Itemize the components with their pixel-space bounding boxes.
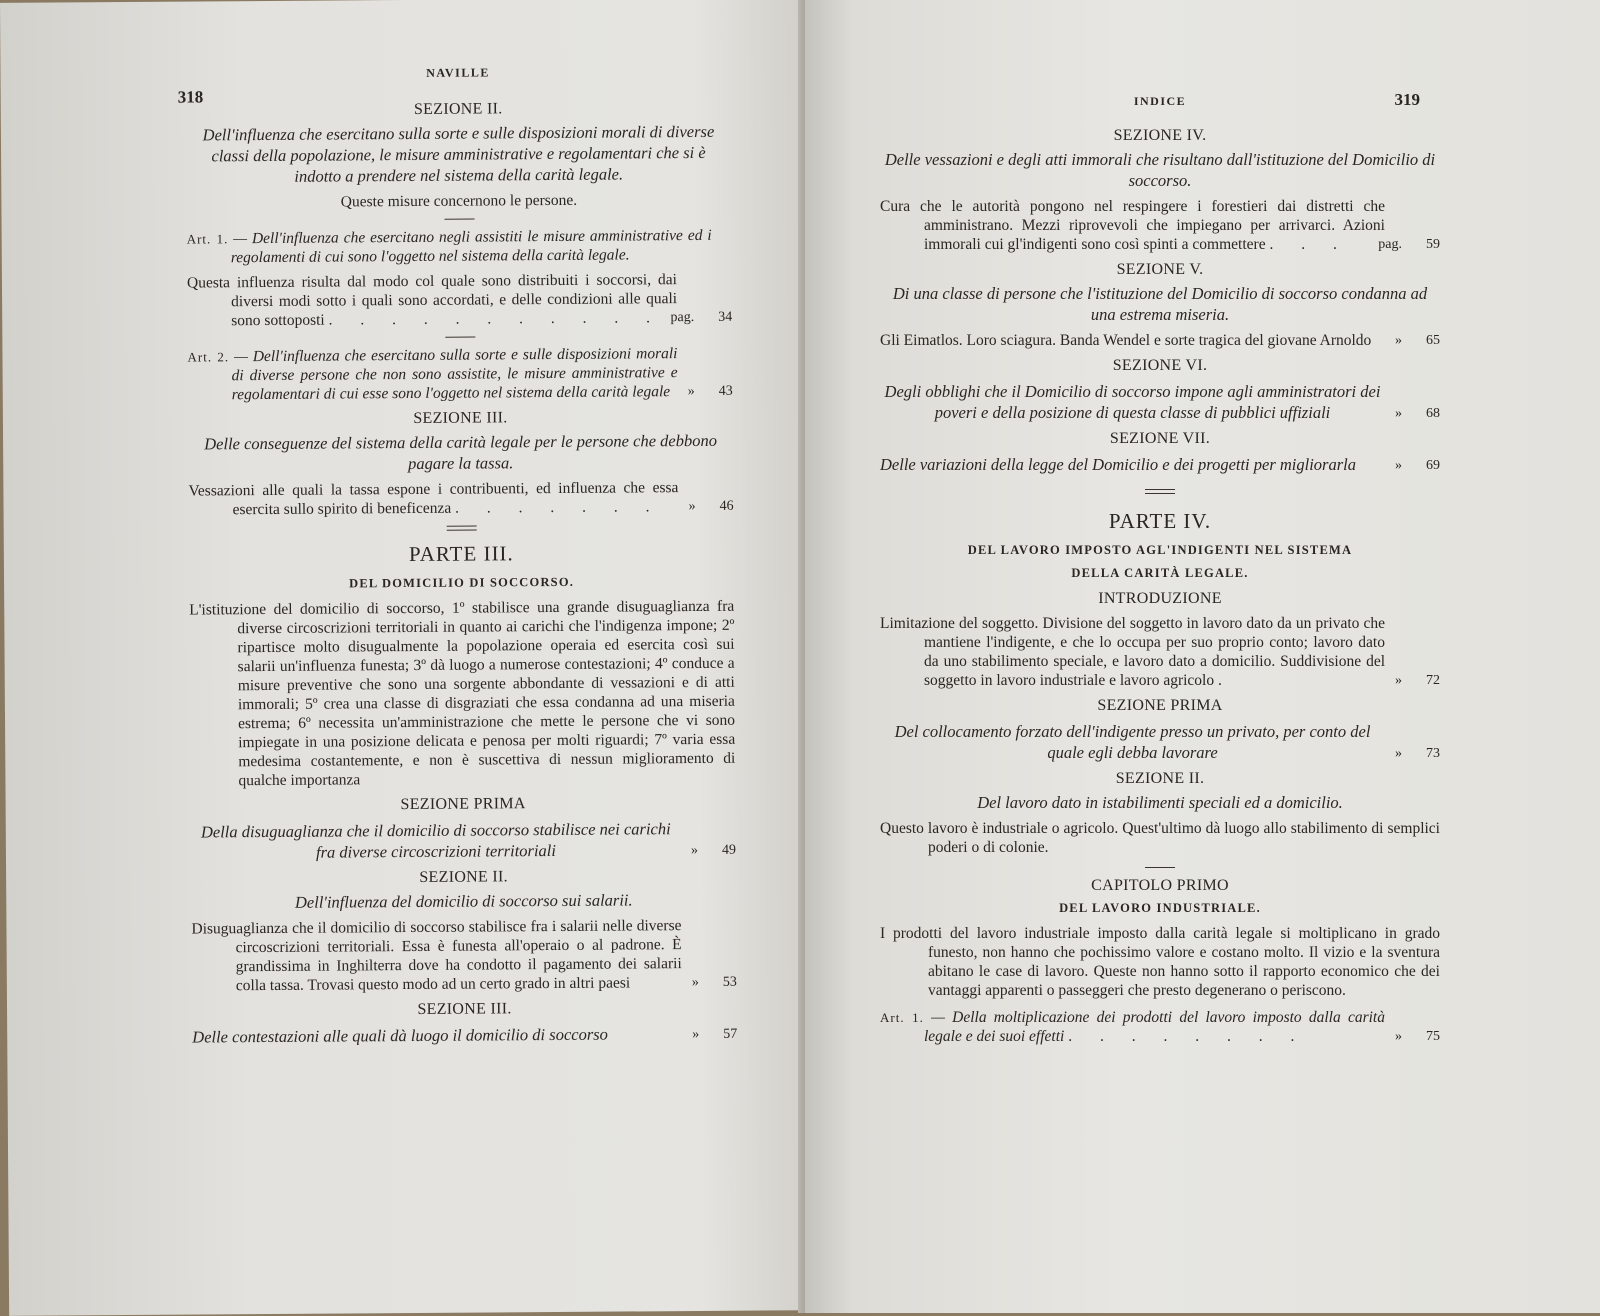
section-heading: SEZIONE III. bbox=[413, 409, 508, 427]
article-title: — Dell'influenza che esercitano negli assistiti le misure amministrative ed i regolamenti di cui sono l'oggetto nel sistema della carità legale. bbox=[230, 226, 712, 267]
divider bbox=[445, 337, 475, 338]
section-heading: SEZIONE II. bbox=[1115, 770, 1205, 787]
section-heading: SEZIONE VI. bbox=[1112, 357, 1208, 374]
section-heading: SEZIONE II. bbox=[419, 868, 508, 886]
part-subtitle: DEL LAVORO IMPOSTO AGL'INDIGENTI NEL SISTEMA bbox=[967, 543, 1353, 557]
section-heading: SEZIONE VII. bbox=[1109, 430, 1211, 447]
entry-text: Limitazione del soggetto. Divisione del soggetto in lavoro dato da un privato che mantiene l'indigente, e che lo occupa per suo proprio conto; lavoro dato da uno stabilimento speciale, e lavoro dato a domicilio. Suddivisione del soggetto in lavoro industriale e lavoro agricolo bbox=[880, 615, 1385, 689]
entry-ref: » bbox=[1395, 458, 1402, 473]
entry-ref: » bbox=[690, 842, 698, 859]
right-page-content bbox=[880, 90, 1440, 1052]
right-header bbox=[880, 90, 1440, 120]
toc-entry-sez2b bbox=[191, 916, 737, 996]
section-heading: SEZIONE III. bbox=[417, 1000, 512, 1018]
entry-ref: » bbox=[1395, 406, 1402, 421]
chapter-subtitle: DEL LAVORO INDUSTRIALE. bbox=[1059, 901, 1261, 915]
entry-text: Cura che le autorità pongono nel respingere i forestieri dai distretti che amministrano. Mezzi riprovevoli che impiegano per arrivarci. Azioni immorali cui gl'indigenti sono così spinti a commettere bbox=[880, 198, 1385, 253]
entry-page: 75 bbox=[1426, 1029, 1440, 1044]
entry-ref: pag. bbox=[670, 310, 695, 326]
toc-entry-art1-body: Questa influenza risulta dal modo col quale sono distribuiti i soccorsi, dai diversi modi sotto i quali sono accordati, e delle condizioni alle quali sono sottoposti . . . . . . . . . . . pag. 34 bbox=[186, 271, 733, 330]
entry-page: 72 bbox=[1426, 673, 1440, 688]
article-title: — Dell'influenza che esercitano sulla sorte e sulle disposizioni morali di diverse persone che non sono assistite, le misure amministrative e regolamentari di cui esse sono l'oggetto nel sistema della carità legale bbox=[231, 345, 678, 404]
entry-page: 69 bbox=[1426, 458, 1440, 473]
article-label: Art. 1. bbox=[880, 1010, 924, 1025]
entry-page: 43 bbox=[718, 383, 733, 399]
section-description: Del collocamento forzato dell'indigente presso un privato, per conto del quale egli debba lavorare bbox=[894, 722, 1371, 762]
entry-ref: » bbox=[1395, 746, 1402, 761]
section-body: Questo lavoro è industriale o agricolo. Quest'ultimo dà luogo allo stabilimento di semplici poderi o di colonie. bbox=[880, 820, 1440, 856]
divider bbox=[444, 219, 474, 220]
entry-ref: pag. bbox=[1378, 237, 1402, 252]
section-description: Dell'influenza del domicilio di soccorso sui salarii. bbox=[294, 890, 633, 912]
article-title: — Della moltiplicazione dei prodotti del lavoro imposto dalla carità legale e dei suoi effetti bbox=[924, 1009, 1385, 1045]
section-description: Delle vessazioni e degli atti immorali che risultano dall'istituzione del Domicilio di soccorso. bbox=[884, 150, 1436, 190]
running-head: INDICE bbox=[1133, 94, 1187, 108]
entry-text: Vessazioni alle quali la tassa espone i contribuenti, ed influenza che essa esercita sullo spirito di beneficenza bbox=[188, 479, 679, 519]
section-description: Del lavoro dato in istabilimenti speciali ed a domicilio. bbox=[977, 793, 1343, 812]
section-description: Delle variazioni della legge del Domicilio e dei progetti per migliorarla bbox=[880, 455, 1356, 474]
section-heading: SEZIONE IV. bbox=[1113, 127, 1207, 144]
entry-ref: » bbox=[691, 974, 699, 991]
part-subtitle: DEL DOMICILIO DI SOCCORSO. bbox=[349, 574, 575, 591]
chapter-summary: I prodotti del lavoro industriale imposto dalla carità legale si moltiplicano in grado funesto, non hanno che pochissimo valore e costano molto. Il vizio e la sventura abitano le case di lavoro. Queste non hanno sotto il rapporto economico che dei vantaggi apparenti o passeggeri che presto degenerano o periscono. bbox=[880, 925, 1440, 999]
section-description: Della disuguaglianza che il domicilio di soccorso stabilisce nei carichi fra diverse circoscrizioni territoriali bbox=[200, 819, 671, 862]
toc-entry-sez7 bbox=[880, 454, 1440, 475]
section-heading: INTRODUZIONE bbox=[1098, 590, 1222, 607]
entry-text: Questa influenza risulta dal modo col quale sono distribuiti i soccorsi, dai diversi modi sotto i quali sono accordati, e delle condizioni alle quali sono sottoposti bbox=[186, 271, 678, 330]
entry-ref: » bbox=[688, 499, 696, 515]
toc-entry-art1 bbox=[187, 226, 732, 268]
page-number: 319 bbox=[1394, 90, 1420, 109]
toc-entry-sezp bbox=[191, 818, 736, 864]
section-heading: SEZIONE PRIMA bbox=[400, 795, 526, 814]
toc-entry-intro: Limitazione del soggetto. Divisione del soggetto in lavoro dato da un privato che mantiene l'indigente, e che lo occupa per suo proprio conto; lavoro dato da uno stabilimento speciale, e lavoro dato a domicilio. Suddivisione del soggetto in lavoro industriale e lavoro agricolo . » 72 bbox=[880, 615, 1440, 689]
toc-entry-sez3b bbox=[192, 1023, 737, 1048]
running-head: NAVILLE bbox=[426, 65, 490, 80]
toc-entry-sezp bbox=[880, 721, 1440, 763]
page-number: 318 bbox=[177, 87, 204, 107]
section-heading: SEZIONE II. bbox=[413, 100, 503, 118]
toc-entry-sez4: Cura che le autorità pongono nel respingere i forestieri dai distretti che amministrano. Mezzi riprovevoli che impiegano per arrivarci. Azioni immorali cui gl'indigenti sono così spinti a commettere . . . pag. 59 bbox=[880, 198, 1440, 253]
part-summary: L'istituzione del domicilio di soccorso, 1º stabilisce una grande disuguaglianza fra diverse circoscrizioni territoriali in quanto ai carichi che l'indigenza impone; 2º ripartisce molto disugualmente la popolazione operaia ed esercita così sui salarii un'influenza funesta; 3º dà luogo a numerose contestazioni; 4º conduce a misure preventive che sono una sorgente abbondante di vessazioni e di atti immorali; 5º crea una classe di disgraziati che essa condanna ad una miseria estrema; 6º necessita un'amministrazione che mette le persone che vi sono impiegate in una posizione delicata e penosa per molti riguardi; 7º varia essa medesima costantemente, e non è suscettiva di nessun miglioramento di qualche importanza bbox=[189, 597, 736, 790]
entry-ref: » bbox=[692, 1026, 700, 1043]
section-description: Delle conseguenze del sistema della carità legale per le persone che debbono pagare la tassa. bbox=[204, 430, 718, 474]
section-note: Queste misure concernono le persone. bbox=[340, 191, 578, 211]
section-heading: SEZIONE PRIMA bbox=[1097, 697, 1223, 714]
section-description: Di una classe di persone che l'istituzione del Domicilio di soccorso condanna ad una estrema miseria. bbox=[892, 284, 1428, 324]
entry-ref: » bbox=[687, 384, 695, 400]
divider bbox=[1145, 867, 1175, 868]
entry-page: 49 bbox=[721, 842, 736, 858]
left-page-content bbox=[177, 56, 738, 1054]
entry-text: Disuguaglianza che il domicilio di soccorso stabilisce fra i salarii nelle diverse circoscrizioni territoriali. Essa è funesta all'operaio o al padrone. È grandissima in Inghilterra dove ha condotto il pagamento dei salarii colla tassa. Trovasi questo modo ad un certo grado in altri paesi bbox=[191, 917, 682, 995]
entry-ref: » bbox=[1395, 673, 1402, 688]
entry-ref: » bbox=[1395, 1029, 1402, 1044]
toc-entry-sez3: Vessazioni alle quali la tassa espone i contribuenti, ed influenza che essa esercita sullo spirito di beneficenza . . . . . . . » 46 bbox=[188, 479, 734, 519]
entry-text: Gli Eimatlos. Loro sciagura. Banda Wendel e sorte tragica del giovane Arnoldo bbox=[880, 332, 1372, 349]
section-description: Delle contestazioni alle quali dà luogo il domicilio di soccorso bbox=[192, 1024, 608, 1047]
entry-page: 68 bbox=[1426, 406, 1440, 421]
toc-entry-art2 bbox=[187, 344, 732, 405]
toc-entry-sez6 bbox=[880, 381, 1440, 423]
part-heading: PARTE III. bbox=[408, 541, 514, 567]
article-label: Art. 1. bbox=[186, 231, 229, 247]
section-description: Degli obblighi che il Domicilio di soccorso impone agli amministratori dei poveri e della posizione di questa classe di pubblici uffiziali bbox=[884, 382, 1381, 422]
chapter-heading: CAPITOLO PRIMO bbox=[1091, 877, 1229, 894]
entry-page: 65 bbox=[1426, 333, 1440, 348]
entry-page: 53 bbox=[722, 974, 737, 990]
entry-page: 57 bbox=[723, 1026, 738, 1042]
double-divider bbox=[446, 526, 476, 531]
entry-page: 34 bbox=[718, 309, 733, 325]
section-heading: SEZIONE V. bbox=[1116, 261, 1204, 278]
entry-page: 73 bbox=[1426, 746, 1440, 761]
toc-entry-art1: Art. 1. — Della moltiplicazione dei prodotti del lavoro imposto dalla carità legale e dei suoi effetti . . . . . . . . » 75 bbox=[880, 1009, 1440, 1045]
left-header bbox=[177, 56, 730, 107]
toc-entry-sez5 bbox=[880, 331, 1440, 350]
section-description: Dell'influenza che esercitano sulla sorte e sulle disposizioni morali di diverse classi della popolazione, le misure amministrative e regolamentari che si è indotto a prendere nel sistema della carità legale. bbox=[202, 121, 715, 186]
article-label: Art. 2. bbox=[187, 349, 230, 365]
entry-page: 46 bbox=[719, 498, 734, 514]
part-subtitle: DELLA CARITÀ LEGALE. bbox=[1071, 566, 1249, 580]
entry-ref: » bbox=[1395, 333, 1402, 348]
entry-page: 59 bbox=[1426, 237, 1440, 252]
double-divider bbox=[1145, 489, 1175, 494]
part-heading: PARTE IV. bbox=[1108, 509, 1212, 533]
